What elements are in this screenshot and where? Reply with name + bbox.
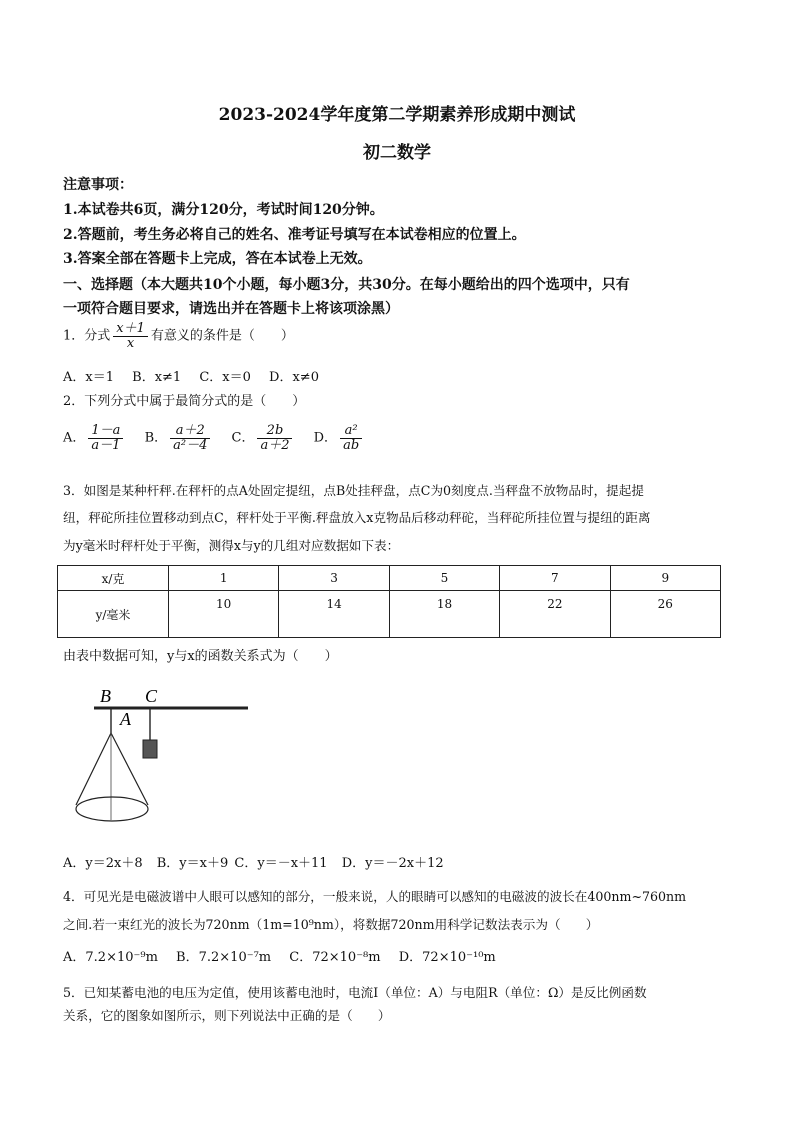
option-d[interactable]: D．y＝－2x＋12 [341,856,444,871]
question-5-line1: 5．已知某蓄电池的电压为定值，使用该蓄电池时，电流I（单位：A）与电阻R（单位：Ω）是反比例函数 [63,985,647,1000]
option-c[interactable]: C．x＝0 [199,370,251,385]
q2-options [63,424,379,452]
table-cell: 26 [610,591,720,638]
section-heading: 一、选择题（本大题共10个小题，每小题3分，共30分。在每小题给出的四个选项中，只有 [63,277,630,293]
note-item: 1.本试卷共6页，满分120分，考试时间120分钟。 [63,202,384,218]
question-4-line1: 4．可见光是电磁波谱中人眼可以感知的部分，一般来说，人的眼睛可以感知的电磁波的波长在400nm~760nm [63,889,687,904]
q4-options [63,946,510,965]
option-a[interactable]: A． $\frac{1-a}{a-1}$ [63,424,126,452]
table-cell: 5 [389,566,499,591]
option-b[interactable]: B．x≠1 [132,370,182,385]
table-cell: 18 [389,591,499,638]
weight-block [143,740,157,758]
table-cell: 3 [279,566,389,591]
question-5-line2: 关系，它的图象如图所示，则下列说法中正确的是（ ） [63,1008,391,1023]
data-table [57,565,721,638]
option-b[interactable]: B． $\frac{a+2}{\text{a²－4}}$ [145,424,214,452]
option-b[interactable]: B．y＝x＋9 [156,856,229,871]
table-header-x: x/克 [58,566,169,591]
table-cell: 1 [169,566,279,591]
question-3-ask: 由表中数据可知，y与x的函数关系式为（ ） [63,649,338,664]
question-3-line3: 为y毫米时秤杆处于平衡，测得x与y的几组对应数据如下表： [63,538,400,553]
question-3-line1: 3．如图是某种杆秤.在秤杆的点A处固定提纽，点B处挂秤盘，点C为0刻度点.当秤盘不放物品时，提起提 [63,483,644,498]
q1-post: 有意义的条件是（ ） [150,328,294,344]
option-c[interactable]: C． $\frac{2b}{a+2}$ [232,424,296,452]
label-b: B [100,686,111,706]
note-item: 2.答题前，考生务必将自己的姓名、准考证号填写在本试卷相应的位置上。 [63,227,526,243]
cone-left [76,733,111,805]
q3-options [63,852,458,871]
option-d[interactable]: D．72×10⁻¹⁰m [398,950,496,965]
option-a[interactable]: A．x＝1 [63,370,114,385]
q1-fraction: $\frac{x+1}{x}$ [113,322,148,350]
question-2: 2．下列分式中属于最简分式的是（ ） [63,394,306,409]
table-cell: 22 [500,591,610,638]
q1-pre: 1．分式 [63,328,111,344]
notes-heading: 注意事项： [63,177,133,193]
option-d[interactable]: D． $\frac{\text{a²}}{ab}$ [314,424,366,452]
section-heading-cont: 一项符合题目要求，请选出并在答题卡上将该项涂黑） [63,301,399,317]
question-3-line2: 纽，秤砣所挂位置移动到点C，秤杆处于平衡.秤盘放入x克物品后移动秤砣，当秤砣所挂位置与提纽的距离 [63,510,651,525]
pan-base [76,797,148,821]
note-item: 3.答案全部在答题卡上完成，答在本试卷上无效。 [63,251,372,267]
question-4-line2: 之间.若一束红光的波长为720nm（1m=10⁹nm），将数据720nm用科学记数法表示为（ ） [63,917,599,932]
steelyard-figure [62,680,262,840]
table-header-y: y/毫米 [58,591,169,638]
table-cell: 14 [279,591,389,638]
option-a[interactable]: A．y＝2x＋8 [63,856,143,871]
q1-options [63,366,333,385]
table-cell: 9 [610,566,720,591]
exam-title: 2023-2024学年度第二学期素养形成期中测试 [218,105,576,125]
option-b[interactable]: B．7.2×10⁻⁷m [176,950,272,965]
option-c[interactable]: C．y＝－x＋11 [234,856,328,871]
label-c: C [145,686,158,706]
table-cell: 7 [500,566,610,591]
table-cell: 10 [169,591,279,638]
option-a[interactable]: A．7.2×10⁻⁹m [63,950,158,965]
exam-subtitle: 初二数学 [363,143,431,163]
option-d[interactable]: D．x≠0 [269,370,319,385]
option-c[interactable]: C．72×10⁻⁸m [289,950,381,965]
cone-right [111,733,148,805]
question-1 [63,322,294,350]
label-a: A [120,709,131,729]
